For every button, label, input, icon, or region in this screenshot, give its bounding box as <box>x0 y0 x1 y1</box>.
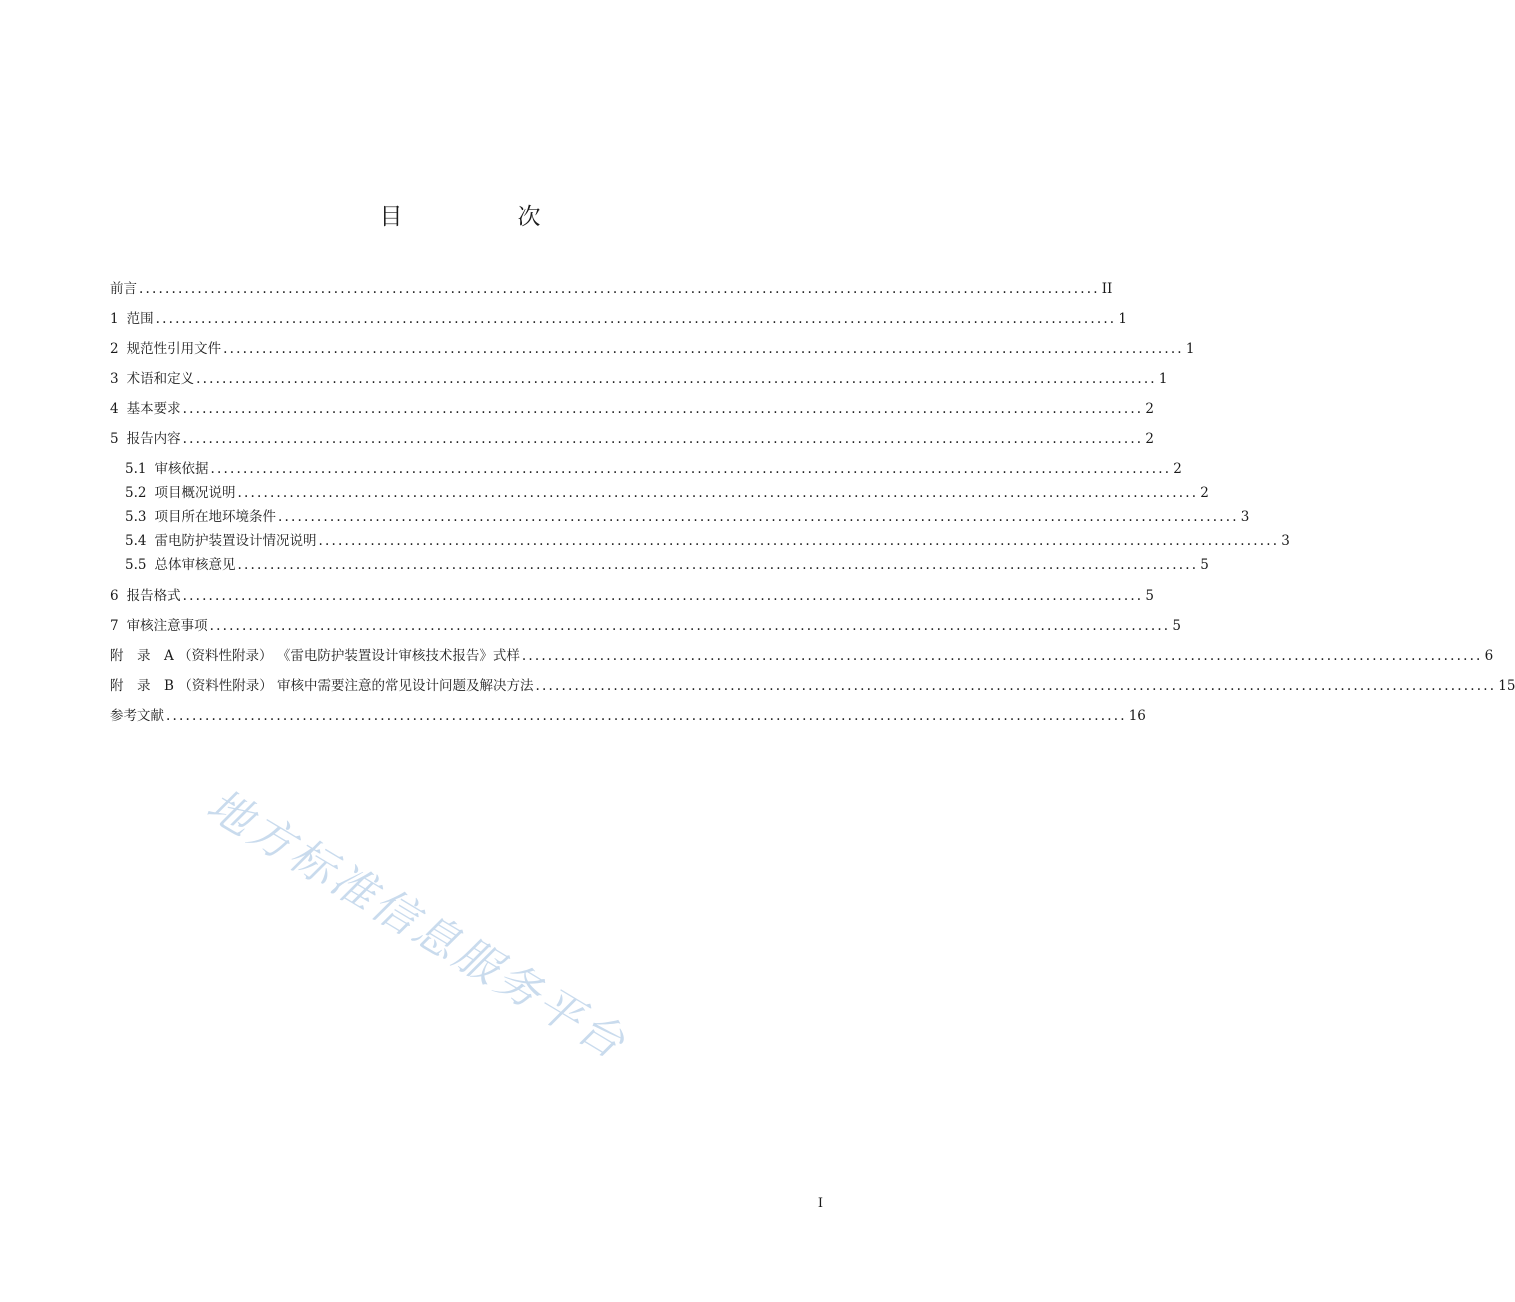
toc-entry-label <box>110 646 520 666</box>
toc-entry-page: 2 <box>1173 461 1182 477</box>
toc-entry-page: 5 <box>1200 557 1209 573</box>
appendix-type: （资料性附录） <box>178 648 273 664</box>
toc-entry-text: 报告格式 <box>126 588 181 604</box>
page-title: 目 次 <box>379 204 587 230</box>
toc-entry-page: 6 <box>1484 648 1494 664</box>
page-number: I <box>817 1196 823 1211</box>
toc-entry-label <box>110 676 534 696</box>
toc-entry-design-description[interactable] <box>125 531 1290 551</box>
appendix-prefix: 附 录 A <box>110 648 174 664</box>
dot-leader: .................................................................................................................................................... <box>182 588 1144 604</box>
toc-entry-page: II <box>1101 281 1113 297</box>
toc-entry-basic-requirements[interactable] <box>110 399 1154 419</box>
toc-entry-text: 审核依据 <box>154 461 209 477</box>
toc-entry-page: 5 <box>1145 588 1154 604</box>
dot-leader: .................................................................................................................................................... <box>182 401 1144 417</box>
toc-entry-project-overview[interactable] <box>125 483 1209 503</box>
toc-entry-page: 5 <box>1172 618 1181 634</box>
toc-entry-number: 5 <box>110 431 119 447</box>
toc-entry-page: 15 <box>1498 678 1515 694</box>
toc-entry-page: 1 <box>1118 311 1127 327</box>
toc-entry-text: 雷电防护装置设计情况说明 <box>154 533 317 549</box>
toc-entry-page: 1 <box>1185 341 1195 357</box>
toc-entry-number: 1 <box>110 311 119 327</box>
toc-entry-label <box>110 369 194 389</box>
toc-entry-text: 审核中需要注意的常见设计问题及解决方法 <box>277 678 534 694</box>
toc-entry-label <box>110 586 181 606</box>
toc-entry-page: 16 <box>1128 708 1146 724</box>
toc-entry-report-format[interactable] <box>110 586 1154 606</box>
toc-entry-label <box>110 309 154 329</box>
toc-entry-label <box>125 555 235 575</box>
toc-entry-number: 4 <box>110 401 119 417</box>
dot-leader: .................................................................................................................................................... <box>155 311 1117 327</box>
toc-entry-label: 参考文献 <box>110 708 164 724</box>
toc-entry-label <box>125 507 276 527</box>
table-of-contents <box>110 0 1515 1302</box>
toc-entry-label <box>110 399 181 419</box>
toc-entry-number: 6 <box>110 588 119 604</box>
toc-entry-review-basis[interactable] <box>125 459 1182 479</box>
toc-entry-bibliography[interactable] <box>110 706 1146 726</box>
toc-entry-page: 2 <box>1145 431 1154 447</box>
toc-entry-page: 2 <box>1200 485 1209 501</box>
dot-leader: .................................................................................................................................................... <box>182 431 1144 447</box>
toc-entry-page: 2 <box>1145 401 1154 417</box>
toc-entry-number: 7 <box>110 618 119 634</box>
toc-entry-normative-references[interactable] <box>110 339 1195 359</box>
dot-leader: .................................................................................................................................................... <box>196 371 1157 387</box>
toc-entry-text: 总体审核意见 <box>154 557 236 573</box>
dot-leader: .................................................................................................................................................... <box>166 708 1127 724</box>
toc-entry-label <box>125 459 208 479</box>
toc-entry-page: 3 <box>1281 533 1290 549</box>
toc-entry-text: 术语和定义 <box>126 371 195 387</box>
toc-entry-report-content[interactable] <box>110 429 1154 449</box>
toc-entry-label <box>110 429 181 449</box>
dot-leader: .................................................................................................................................................... <box>210 461 1172 477</box>
toc-entry-label <box>110 339 221 359</box>
dot-leader: .................................................................................................................................................... <box>139 281 1100 297</box>
toc-entry-text: 基本要求 <box>126 401 181 417</box>
toc-entry-number: 3 <box>110 371 119 387</box>
toc-entry-text: 项目概况说明 <box>154 485 236 501</box>
toc-entry-page: 3 <box>1240 509 1250 525</box>
dot-leader: .................................................................................................................................................... <box>223 341 1184 357</box>
toc-entry-number: 5.3 <box>125 509 147 525</box>
toc-entry-label: 前言 <box>110 281 137 297</box>
toc-entry-text: 报告内容 <box>126 431 181 447</box>
toc-entry-number: 5.4 <box>125 533 147 549</box>
watermark: 地方标准信息服务平台 <box>198 779 636 1071</box>
toc-entry-page: 1 <box>1158 371 1168 387</box>
toc-entry-number: 5.2 <box>125 485 147 501</box>
toc-entry-text: 项目所在地环境条件 <box>154 509 276 525</box>
toc-entry-label <box>125 483 235 503</box>
appendix-type: （资料性附录） <box>178 678 273 694</box>
toc-entry-terms-definitions[interactable] <box>110 369 1168 389</box>
toc-entry-text: 规范性引用文件 <box>126 341 222 357</box>
toc-entry-label <box>110 616 208 636</box>
dot-leader: .................................................................................................................................................... <box>237 557 1199 573</box>
toc-entry-review-notes[interactable] <box>110 616 1181 636</box>
toc-entry-environment-conditions[interactable] <box>125 507 1250 527</box>
toc-entry-number: 2 <box>110 341 119 357</box>
toc-entry-text: 范围 <box>126 311 154 327</box>
toc-entry-appendix-a[interactable] <box>110 646 1494 666</box>
toc-entry-foreword[interactable] <box>110 279 1113 299</box>
dot-leader: .................................................................................................................................................... <box>318 533 1280 549</box>
toc-entry-overall-opinion[interactable] <box>125 555 1209 575</box>
dot-leader: .................................................................................................................................................... <box>521 648 1483 664</box>
appendix-prefix: 附 录 B <box>110 678 174 694</box>
toc-entry-text: 《雷电防护装置设计审核技术报告》式样 <box>276 648 520 664</box>
toc-entry-text: 审核注意事项 <box>126 618 208 634</box>
dot-leader: .................................................................................................................................................... <box>237 485 1199 501</box>
toc-entry-number: 5.5 <box>125 557 147 573</box>
dot-leader: .................................................................................................................................................... <box>209 618 1171 634</box>
dot-leader: .................................................................................................................................................... <box>277 509 1239 525</box>
toc-entry-appendix-b[interactable] <box>110 676 1515 696</box>
toc-entry-scope[interactable] <box>110 309 1127 329</box>
toc-entry-number: 5.1 <box>125 461 147 477</box>
dot-leader: .................................................................................................................................................... <box>535 678 1497 694</box>
toc-entry-label <box>125 531 316 551</box>
